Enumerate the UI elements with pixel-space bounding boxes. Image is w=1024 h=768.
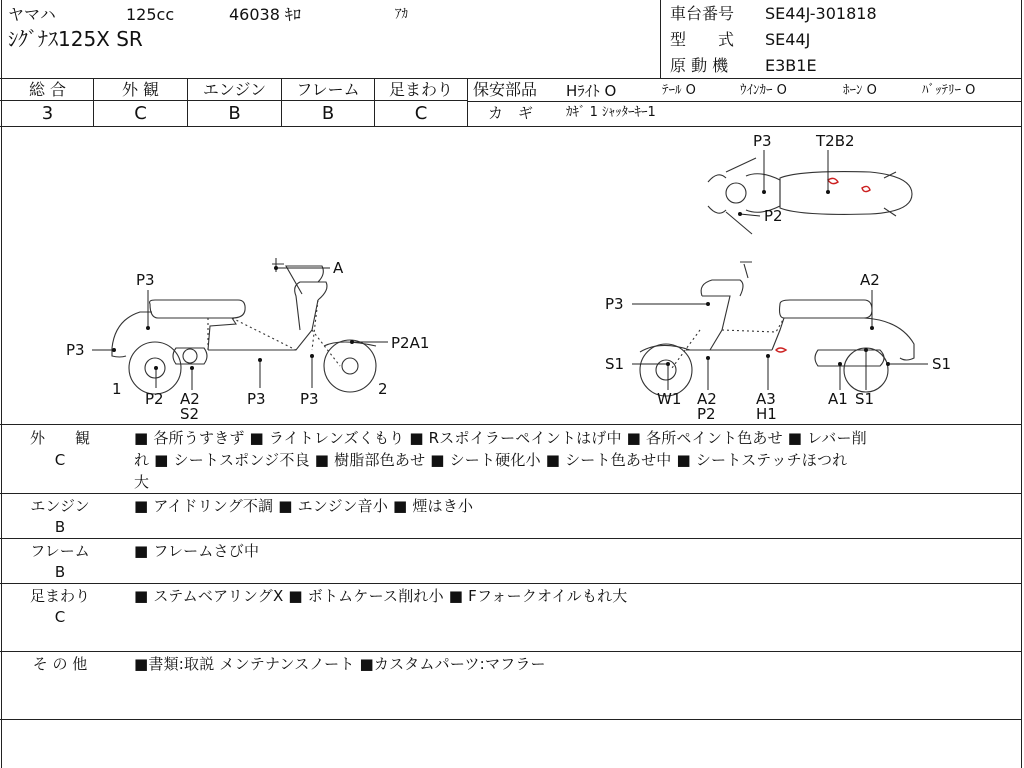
label-right-P2: P2 — [697, 405, 716, 423]
remark-line: ■ ステムベアリングX ■ ボトムケース削れ小 ■ Fフォークオイルもれ大 — [134, 587, 628, 605]
top-view — [708, 158, 912, 234]
label-right-P3: P3 — [605, 295, 624, 313]
key-value: ｶｷﾞ 1 ｼｬｯﾀｰｷｰ1 — [566, 105, 656, 120]
label-top-T2B2: T2B2 — [816, 132, 855, 150]
remark-line: 大 — [134, 473, 150, 491]
label-top-P2: P2 — [764, 207, 783, 225]
color: ｱｶ — [395, 7, 408, 22]
remark-line: ■ アイドリング不調 ■ エンジン音小 ■ 煙はき小 — [134, 497, 474, 515]
remark-label-frame: フレーム — [30, 542, 90, 560]
displacement: 125cc — [126, 5, 175, 24]
grade-exterior: C — [134, 103, 147, 124]
scooter-damage-diagram — [0, 127, 1022, 423]
grade-overall: 3 — [41, 103, 54, 124]
key-label: カ ギ — [488, 104, 534, 122]
remark-line: ■ 各所うすきず ■ ライトレンズくもり ■ Rスポイラーペイントはげ中 ■ 各所ペイント色あせ ■ レバー削 — [134, 429, 867, 447]
grade-frame: B — [321, 103, 335, 124]
mileage: 46038 ｷﾛ — [229, 5, 301, 24]
rule-header — [0, 78, 1022, 79]
remark-label-other: そ の 他 — [32, 655, 88, 673]
engine-value: E3B1E — [765, 56, 817, 75]
remark-line: れ ■ シートスポンジ不良 ■ 樹脂部色あせ ■ シート硬化小 ■ シート色あせ中 ■ シートステッチほつれ — [134, 451, 848, 469]
header-divider — [660, 0, 661, 78]
label-left-P2: P2 — [145, 390, 164, 408]
grade-header-suspension: 足まわり — [388, 80, 453, 99]
safety-headlight: Hﾗｲﾄ O — [566, 82, 617, 100]
label-left-S2: S2 — [180, 405, 200, 423]
label-left-A2: A2 — [180, 390, 200, 408]
safety-title: 保安部品 — [473, 80, 538, 99]
chassis-value: SE44J-301818 — [765, 4, 877, 23]
label-right-H1: H1 — [756, 405, 777, 423]
label-right-A2: A2 — [697, 390, 717, 408]
label-left-1: 1 — [112, 380, 122, 398]
chassis-label: 車台番号 — [670, 4, 735, 23]
safety-taillight: ﾃｰﾙ O — [662, 83, 696, 98]
label-right-A3: A3 — [756, 390, 776, 408]
label-right-S1-right: S1 — [932, 355, 952, 373]
type-label: 型 式 — [670, 30, 735, 49]
remark-line: ■ フレームさび中 — [134, 542, 260, 560]
safety-battery: ﾊﾞｯﾃﾘｰ O — [922, 83, 976, 98]
grade-header-overall: 総 合 — [28, 80, 67, 99]
type-value: SE44J — [765, 30, 811, 49]
label-right-S1: S1 — [855, 390, 875, 408]
maker: ヤマハ — [8, 5, 56, 24]
label-right-S1-left: S1 — [605, 355, 625, 373]
label-left-P2A1: P2A1 — [391, 334, 430, 352]
safety-winker: ｳｲﾝｶｰ O — [740, 83, 787, 98]
grade-engine: B — [228, 103, 241, 124]
engine-label: 原 動 機 — [670, 56, 729, 75]
label-left-P3-b: P3 — [300, 390, 319, 408]
label-right-A2-top: A2 — [860, 271, 880, 289]
remark-label-suspension: 足まわり — [29, 587, 90, 605]
grade-header-engine: エンジン — [202, 80, 267, 99]
label-top-P3: P3 — [753, 132, 772, 150]
remark-label-engine: エンジン — [30, 497, 90, 515]
remark-grade-frame: B — [54, 563, 66, 581]
damage-marks — [776, 178, 870, 352]
label-left-2: 2 — [378, 380, 388, 398]
remark-grade-exterior: C — [54, 451, 66, 469]
grade-header-exterior: 外 観 — [121, 80, 160, 99]
label-right-W1: W1 — [657, 390, 682, 408]
remark-label-exterior: 外 観 — [29, 429, 90, 447]
label-right-A1: A1 — [828, 390, 848, 408]
remark-line: ■書類:取説 メンテナンスノート ■カスタムパーツ:マフラー — [134, 655, 546, 673]
label-left-P3-side: P3 — [66, 341, 85, 359]
grade-header-frame: フレーム — [296, 80, 360, 99]
label-left-P3-top: P3 — [136, 271, 155, 289]
grade-suspension: C — [414, 103, 428, 124]
rule-diagram — [0, 424, 1022, 425]
remark-grade-engine: B — [54, 518, 66, 536]
model-name: ｼｸﾞﾅｽ125X SR — [8, 27, 143, 51]
label-left-A: A — [333, 259, 344, 277]
safety-horn: ﾎｰﾝ O — [843, 83, 877, 98]
remark-grade-suspension: C — [54, 608, 66, 626]
label-left-P3-a: P3 — [247, 390, 266, 408]
